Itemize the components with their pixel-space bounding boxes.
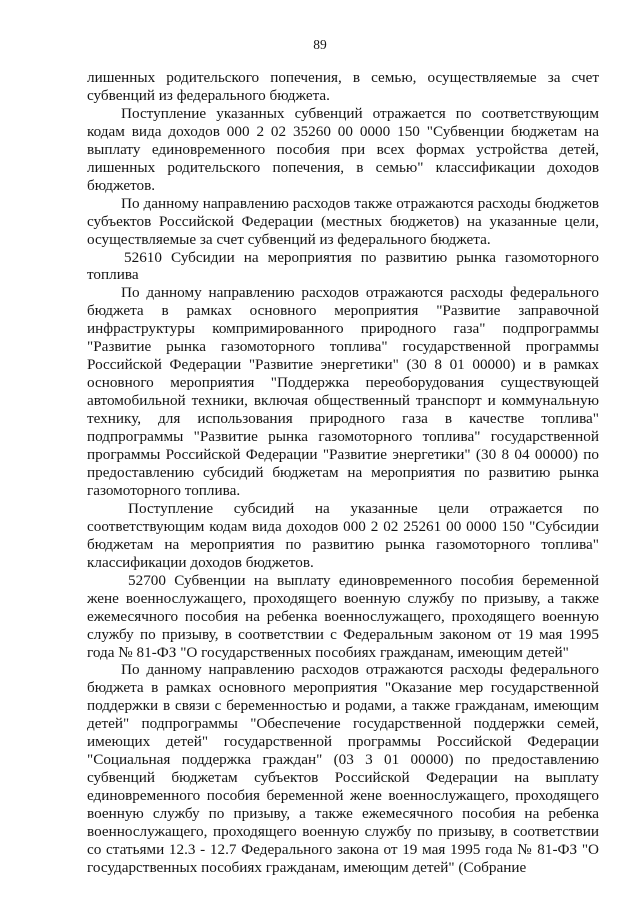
paragraph-military-benefit-expenses: По данному направлению расходов отражаются расходы федерального бюджета в рамках основного мероприятия "Оказание мер государственной поддержки в связи с беременностью и родами, а также гражданам, имеющим детей" подпрограммы "Обеспечение государственной поддержки семей, имеющих детей" государственной программы Российской Федерации "Социальная поддержка граждан" (03 3 01 00000) по предоставлению субвенций бюджетам субъектов Российской Федерации на выплату единовременного пособия беременной жене военнослужащего, проходящего военную службу по призыву, а также ежемесячного пособия на ребенка военнослужащего, проходящего военную службу по призыву, в соответствии со статьями 12.3 - 12.7 Федерального закона от 19 мая 1995 года № 81-ФЗ "О государственных пособиях гражданам, имеющим детей" (Собрание (87, 661, 599, 876)
section-heading-52610: 52610 Субсидии на мероприятия по развитию рынка газомоторного топлива (87, 248, 599, 284)
paragraph-subvention-receipt: Поступление указанных субвенций отражается по соответствующим кодам вида доходов 000 2 02 35260 00 0000 150 "Субвенции бюджетам на выплату единовременного пособия при всех формах устройства детей, лишенных родительского попечения, в семью" классификации доходов бюджетов. (87, 104, 599, 194)
paragraph-continued-text: лишенных родительского попечения, в семью, осуществляемые за счет субвенций из федерального бюджета. (87, 69, 599, 104)
section-heading-52700: 52700 Субвенции на выплату единовременного пособия беременной жене военнослужащего, проходящего военную службу по призыву, а также ежемесячного пособия на ребенка военнослужащего, проходящего военную службу по призыву, в соответствии с Федеральным законом от 19 мая 1995 года № 81-ФЗ "О государственных пособиях гражданам, имеющим детей" (87, 571, 599, 661)
paragraph-gas-fuel-receipt: Поступление субсидий на указанные цели отражается по соответствующим кодам вида доходов 000 2 02 25261 00 0000 150 "Субсидии бюджетам на мероприятия по развитию рынка газомоторного топлива" классификации доходов бюджетов. (87, 499, 599, 571)
paragraph-regional-expenses: По данному направлению расходов также отражаются расходы бюджетов субъектов Российской Федерации (местных бюджетов) на указанные цели, осуществляемые за счет субвенций из федерального бюджета. (87, 194, 599, 248)
paragraph-gas-fuel-expenses: По данному направлению расходов отражаются расходы федерального бюджета в рамках основного мероприятия "Развитие заправочной инфраструктуры компримированного природного газа" подпрограммы "Развитие рынка газомоторного топлива" государственной программы Российской Федерации "Развитие энергетики" (30 8 01 00000) и в рамках основного мероприятия "Поддержка переоборудования существующей автомобильной техники, включая общественный транспорт и коммунальную технику, для использования природного газа в качестве топлива" подпрограммы "Развитие рынка газомоторного топлива" государственной программы Российской Федерации "Развитие энергетики" (30 8 04 00000) по предоставлению субсидий бюджетам на мероприятия по развитию рынка газомоторного топлива. (87, 284, 599, 499)
document-body (87, 69, 599, 877)
page-number: 89 (313, 37, 327, 52)
